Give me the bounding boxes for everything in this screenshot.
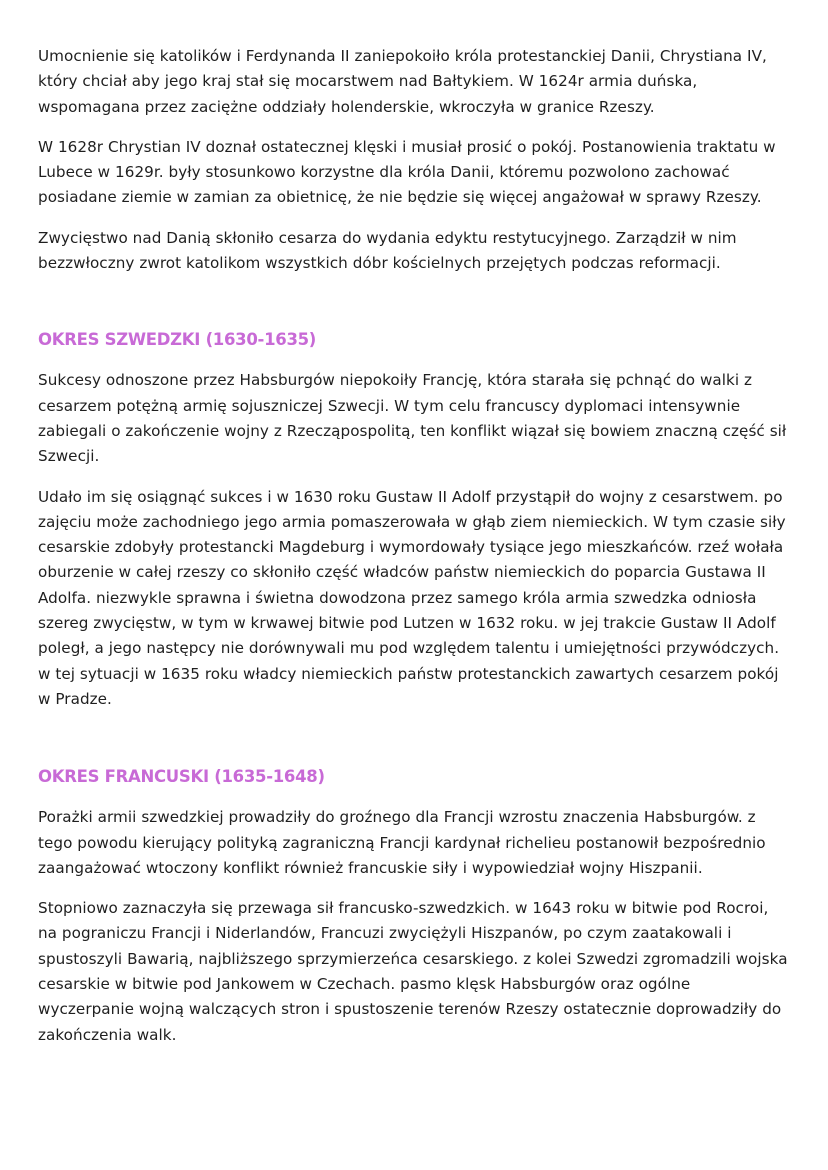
section-heading-okres-francuski: OKRES FRANCUSKI (1635-1648): [38, 767, 325, 787]
paragraph-intro-3: Zwycięstwo nad Danią skłoniło cesarza do wydania edyktu restytucyjnego. Zarządził w nim bezzwłoczny zwrot katolikom wszystkich dóbr kościelnych przejętych podczas reformacji.: [38, 228, 737, 273]
paragraph-francuski-2: Stopniowo zaznaczyła się przewaga sił francusko-szwedzkich. w 1643 roku w bitwie pod Rocroi, na pograniczu Francji i Niderlandów, Francuzi zwyciężyli Hiszpanów, po czym zaatakowali i spustoszyli Bawarią, najbliższego sprzymierzeńca cesarskiego. z kolei Szwedzi zgromadzili wojska cesarskie w bitwie pod Jankowem w Czechach. pasmo klęsk Habsburgów oraz ogólne wyczerpanie wojną walczących stron i spustoszenie terenów Rzeszy ostatecznie doprowadziły do zakończenia walk.: [38, 899, 788, 1044]
paragraph-szwedzki-2: Udało im się osiągnąć sukces i w 1630 roku Gustaw II Adolf przystąpił do wojny z cesarstwem. po zajęciu może zachodniego jego armia pomaszerowała w głąb ziem niemieckich. W tym czasie siły cesarskie zdobyły protestancki Magdeburg i wymordowały tysiące jego mieszkańców. rzeź wołała oburzenie w całej rzeszy co skłoniło część władców państw niemieckich do poparcia Gustawa II Adolfa. niezwykle sprawna i świetna dowodzona przez samego króla armia szwedzka odniosła szereg zwycięstw, w tym w krwawej bitwie pod Lutzen w 1632 roku. w jej trakcie Gustaw II Adolf poległ, a jego następcy nie dorównywali mu pod względem talentu i umiejętności przywódczych. w tej sytuacji w 1635 roku władcy niemieckich państw protestanckich zawartych cesarzem pokój w Pradze.: [38, 487, 786, 708]
section-heading-okres-szwedzki: OKRES SZWEDZKI (1630-1635): [38, 330, 317, 350]
document-page: [38, 44, 790, 1063]
paragraph-intro-2: W 1628r Chrystian IV doznał ostatecznej klęski i musiał prosić o pokój. Postanowienia traktatu w Lubece w 1629r. były stosunkowo korzystne dla króla Danii, któremu pozwolono zachować posiadane ziemie w zamian za obietnicę, że nie będzie się więcej angażował w sprawy Rzeszy.: [38, 137, 776, 207]
paragraph-intro-1: Umocnienie się katolików i Ferdynanda II zaniepokoiło króla protestanckiej Danii, Chrystiana IV, który chciał aby jego kraj stał się mocarstwem nad Bałtykiem. W 1624r armia duńska, wspomagana przez zaciężne oddziały holenderskie, wkroczyła w granice Rzeszy.: [38, 47, 767, 116]
paragraph-szwedzki-1: Sukcesy odnoszone przez Habsburgów niepokoiły Francję, która starała się pchnąć do walki z cesarzem potężną armię sojuszniczej Szwecji. W tym celu francuscy dyplomaci intensywnie zabiegali o zakończenie wojny z Rzecząpospolitą, ten konflikt wiązał się bowiem znaczną część sił Szwecji.: [38, 371, 787, 466]
paragraph-francuski-1: Porażki armii szwedzkiej prowadziły do groźnego dla Francji wzrostu znaczenia Habsburgów. z tego powodu kierujący polityką zagraniczną Francji kardynał richelieu postanowił bezpośrednio zaangażować wtoczony konflikt również francuskie siły i wypowiedział wojny Hiszpanii.: [38, 808, 766, 877]
